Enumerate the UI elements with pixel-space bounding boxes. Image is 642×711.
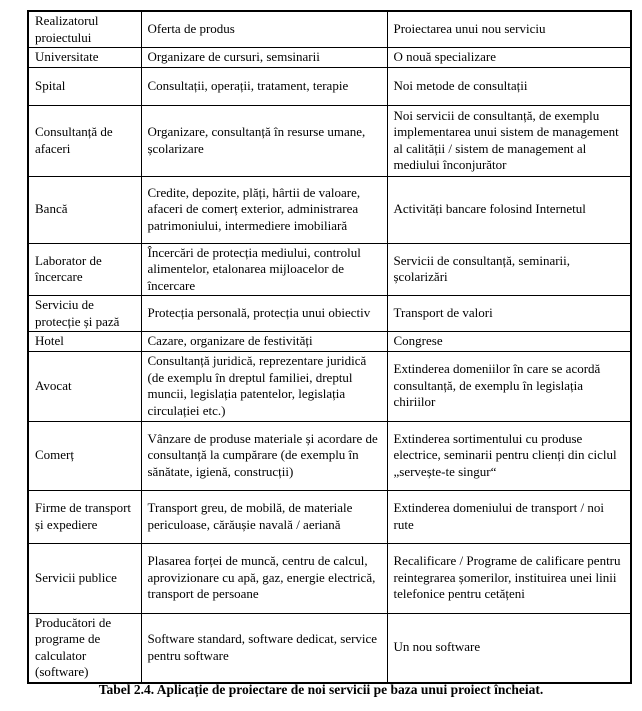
services-table: [27, 10, 632, 684]
table-cell: Congrese: [387, 332, 631, 352]
table-cell: Protecția personală, protecția unui obiectiv: [141, 296, 387, 332]
table-row: [28, 176, 631, 243]
row-label-cell: Bancă: [28, 176, 141, 243]
row-label-cell: Spital: [28, 67, 141, 105]
row-label-cell: Avocat: [28, 351, 141, 421]
table-cell: Organizare, consultanță în resurse umane, școlarizare: [141, 105, 387, 176]
table-cell: Recalificare / Programe de calificare pentru reintegrarea șomerilor, instituirea unei linii telefonice pentru cetățeni: [387, 543, 631, 613]
table-cell: Încercări de protecția mediului, controlul alimentelor, etalonarea mijloacelor de încercare: [141, 243, 387, 296]
row-label-cell: Producători de programe de calculator (software): [28, 613, 141, 683]
table-row: [28, 490, 631, 543]
table-cell: Extinderea domeniului de transport / noi rute: [387, 490, 631, 543]
table-row: [28, 351, 631, 421]
table-cell: Activități bancare folosind Internetul: [387, 176, 631, 243]
column-header-proiectare: Proiectarea unui nou serviciu: [387, 11, 631, 48]
column-header-oferta: Oferta de produs: [141, 11, 387, 48]
table-cell: Extinderea sortimentului cu produse electrice, seminarii pentru clienți din ciclul „servește-te singur“: [387, 421, 631, 490]
table-cell: Consultații, operații, tratament, terapie: [141, 67, 387, 105]
row-label-cell: Comerț: [28, 421, 141, 490]
table-cell: O nouă specializare: [387, 48, 631, 68]
table-row: [28, 48, 631, 68]
table-cell: Vânzare de produse materiale și acordare de consultanță la cumpărare (de exemplu în sănătate, igienă, construcții): [141, 421, 387, 490]
row-label-cell: Firme de transport și expediere: [28, 490, 141, 543]
table-row: [28, 421, 631, 490]
table-cell: Un nou software: [387, 613, 631, 683]
table-row: [28, 543, 631, 613]
table-cell: Noi servicii de consultanță, de exemplu implementarea unui sistem de management al calității / sistem de management al mediului înconjurător: [387, 105, 631, 176]
table-cell: Transport greu, de mobilă, de materiale periculoase, cărăușie navală / aeriană: [141, 490, 387, 543]
table-row: [28, 332, 631, 352]
table-cell: Organizare de cursuri, semsinarii: [141, 48, 387, 68]
table-header-row: [28, 11, 631, 48]
table-caption: Tabel 2.4. Aplicație de proiectare de noi servicii pe baza unui proiect încheiat.: [98, 682, 544, 697]
row-label-cell: Servicii publice: [28, 543, 141, 613]
table-row: [28, 296, 631, 332]
table-cell: Cazare, organizare de festivități: [141, 332, 387, 352]
table-cell: Consultanță juridică, reprezentare juridică (de exemplu în dreptul familiei, dreptul muncii, legislația patentelor, legislația circulației etc.): [141, 351, 387, 421]
table-cell: Transport de valori: [387, 296, 631, 332]
column-header-realizator: Realizatorul proiectului: [28, 11, 141, 48]
table-cell: Servicii de consultanță, seminarii, școlarizări: [387, 243, 631, 296]
row-label-cell: Universitate: [28, 48, 141, 68]
table-cell: Credite, depozite, plăți, hârtii de valoare, afaceri de comerț exterior, administrarea patrimoniului, intermediere imobiliară: [141, 176, 387, 243]
table-row: [28, 67, 631, 105]
row-label-cell: Consultanță de afaceri: [28, 105, 141, 176]
table-row: [28, 613, 631, 683]
row-label-cell: Serviciu de protecție și pază: [28, 296, 141, 332]
table-row: [28, 105, 631, 176]
table-cell: Noi metode de consultații: [387, 67, 631, 105]
table-row: [28, 243, 631, 296]
table-cell: Software standard, software dedicat, service pentru software: [141, 613, 387, 683]
row-label-cell: Laborator de încercare: [28, 243, 141, 296]
table-cell: Plasarea forței de muncă, centru de calcul, aprovizionare cu apă, gaz, energie electrică, transport de persoane: [141, 543, 387, 613]
table-cell: Extinderea domeniilor în care se acordă consultanță, de exemplu în legislația chiriilor: [387, 351, 631, 421]
row-label-cell: Hotel: [28, 332, 141, 352]
